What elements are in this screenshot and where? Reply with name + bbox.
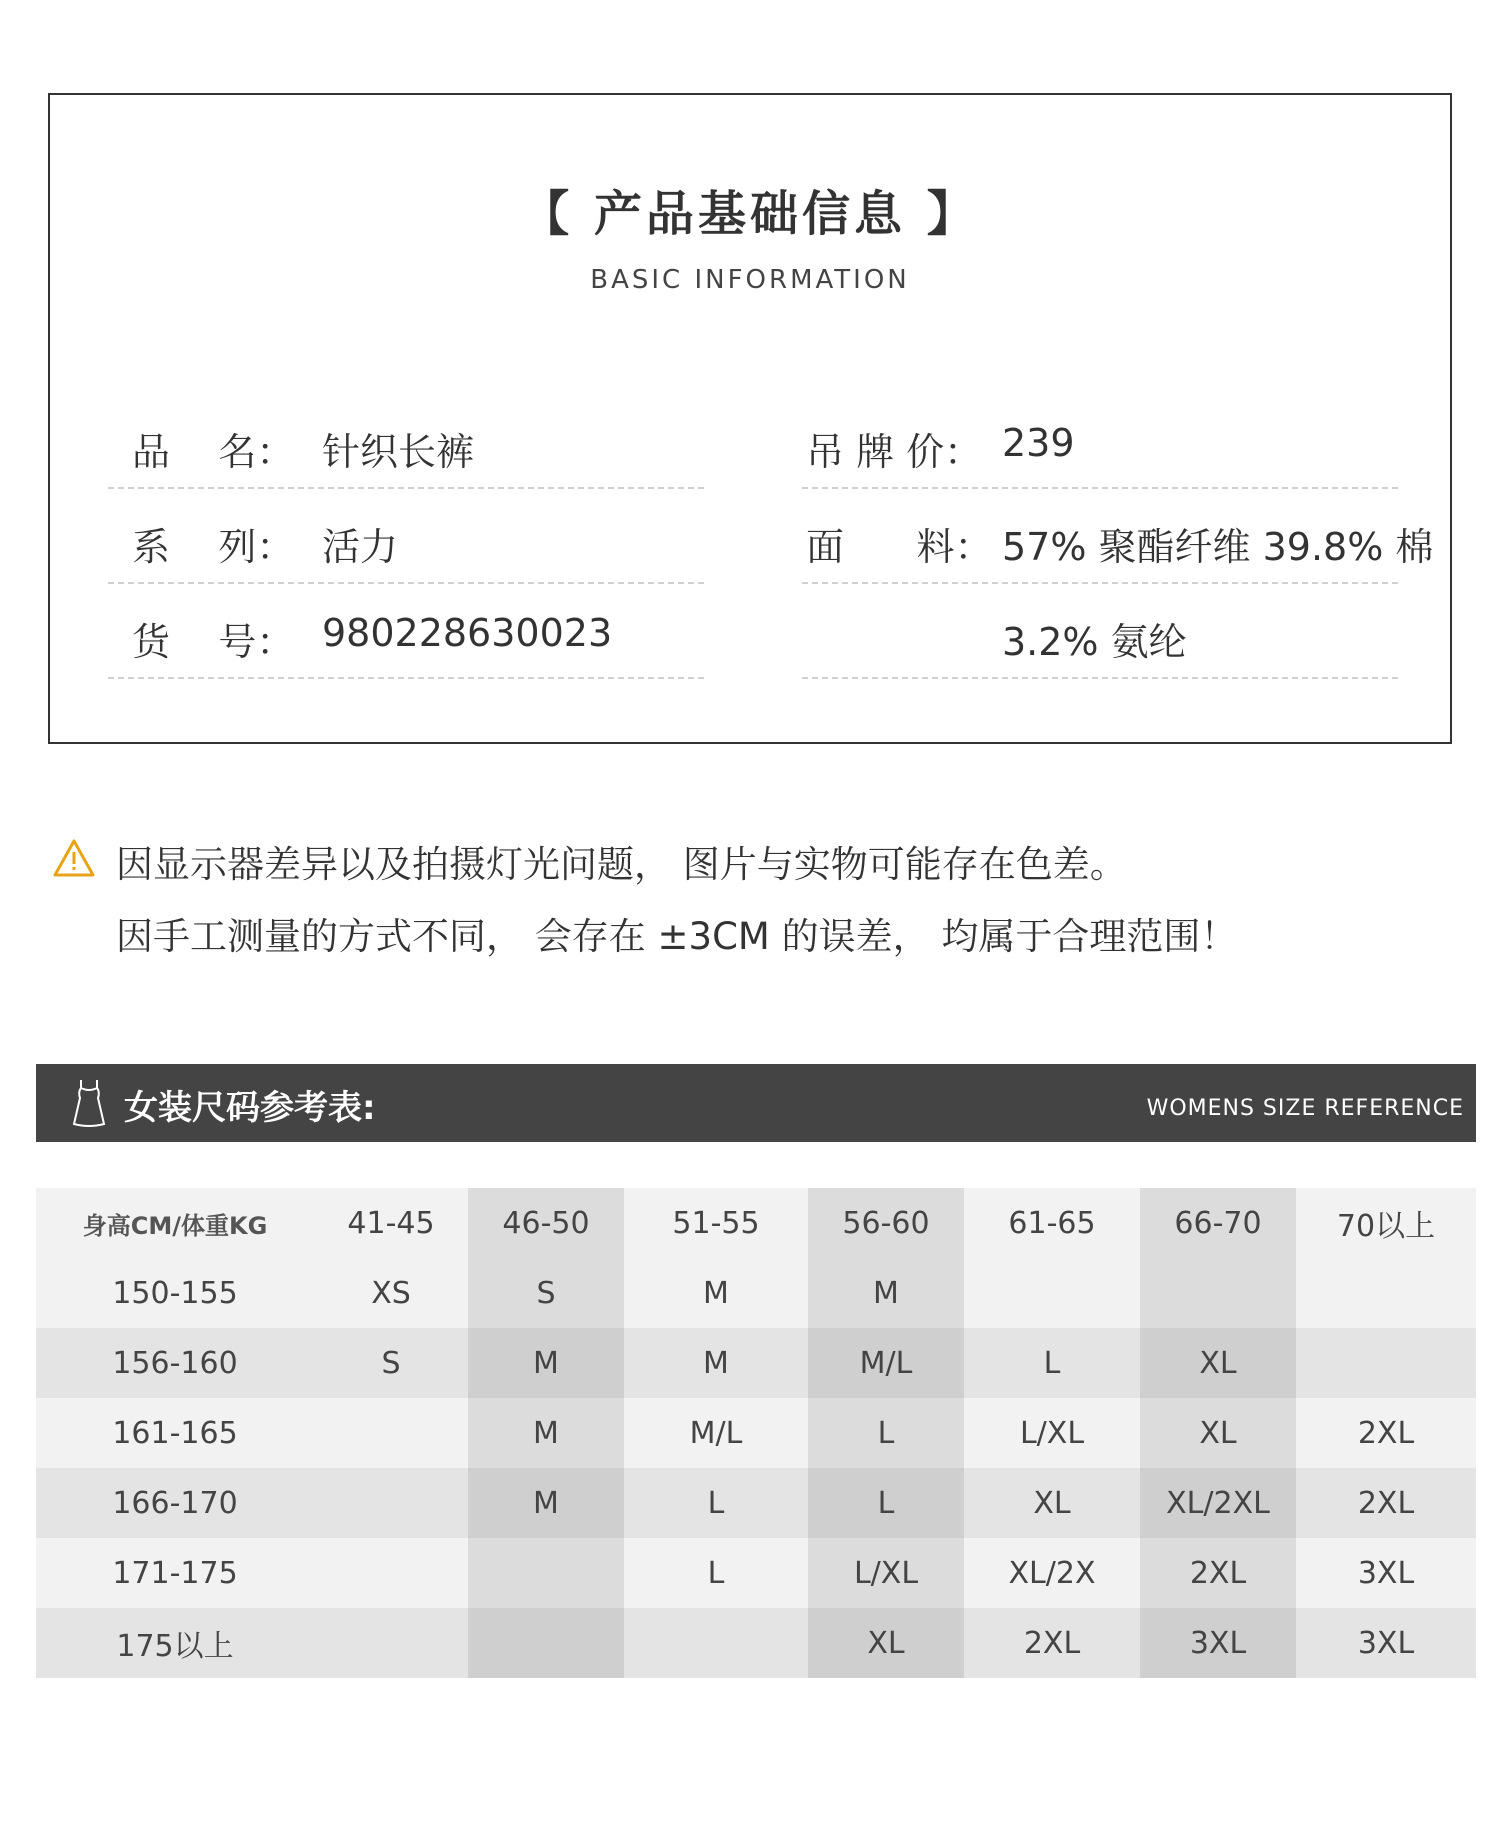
height-cell: 161-165 [36, 1398, 314, 1468]
size-cell: 3XL [1296, 1608, 1476, 1678]
size-cell: 2XL [964, 1608, 1140, 1678]
size-cell [468, 1608, 624, 1678]
size-cell [1296, 1258, 1476, 1328]
table-row [36, 1468, 1476, 1538]
info-value: 57% 聚酯纤维 39.8% 棉 [1002, 525, 1434, 569]
info-value: 针织长裤 [322, 430, 475, 474]
weight-header: 41-45 [314, 1188, 468, 1258]
size-cell: M [808, 1258, 964, 1328]
size-chart-title: 女装尺码参考表: [124, 1088, 376, 1128]
warning-triangle-icon [52, 838, 96, 878]
size-cell: L/XL [964, 1398, 1140, 1468]
size-cell: M [624, 1258, 808, 1328]
corner-header: 身高CM/体重KG [36, 1188, 314, 1258]
weight-header: 70以上 [1296, 1188, 1476, 1258]
height-cell: 175以上 [36, 1608, 314, 1678]
weight-header: 61-65 [964, 1188, 1140, 1258]
size-cell [468, 1538, 624, 1608]
height-cell: 150-155 [36, 1258, 314, 1328]
size-cell: L [964, 1328, 1140, 1398]
size-cell: XL [964, 1468, 1140, 1538]
info-row-item-number [108, 585, 704, 679]
size-cell: XL/2XL [1140, 1468, 1296, 1538]
size-cell: XL [808, 1608, 964, 1678]
size-cell: XL [1140, 1398, 1296, 1468]
weight-header: 66-70 [1140, 1188, 1296, 1258]
size-cell: L [624, 1468, 808, 1538]
info-row-product-name [108, 395, 704, 489]
size-cell: L [808, 1398, 964, 1468]
size-chart-subtitle: WOMENS SIZE REFERENCE [1146, 1096, 1464, 1121]
notice-section [0, 828, 1500, 978]
notice-line-2: 因手工测量的方式不同， 会存在 ±3CM 的误差， 均属于合理范围！ [116, 915, 1238, 958]
height-cell: 156-160 [36, 1328, 314, 1398]
weight-header: 56-60 [808, 1188, 964, 1258]
notice-line-1: 因显示器差异以及拍摄灯光问题， 图片与实物可能存在色差。 [116, 843, 1127, 886]
info-value: 980228630023 [322, 611, 613, 655]
size-cell: M [624, 1328, 808, 1398]
info-label: 货 号： [132, 620, 295, 664]
size-cell: L [808, 1468, 964, 1538]
size-cell: M [468, 1398, 624, 1468]
size-cell: L/XL [808, 1538, 964, 1608]
size-cell: XL [1140, 1328, 1296, 1398]
info-label: 吊 牌 价： [806, 430, 983, 474]
size-cell: M/L [624, 1398, 808, 1468]
size-cell [1140, 1258, 1296, 1328]
size-cell: 3XL [1140, 1608, 1296, 1678]
size-cell [314, 1608, 468, 1678]
table-row [36, 1538, 1476, 1608]
dress-icon [72, 1078, 106, 1128]
table-row [36, 1258, 1476, 1328]
weight-header: 51-55 [624, 1188, 808, 1258]
info-value: 活力 [322, 525, 399, 569]
size-cell [964, 1258, 1140, 1328]
size-cell: S [468, 1258, 624, 1328]
size-cell: 3XL [1296, 1538, 1476, 1608]
info-row-tag-price [802, 395, 1398, 489]
size-cell [314, 1468, 468, 1538]
info-value: 239 [1002, 421, 1075, 465]
size-cell: L [624, 1538, 808, 1608]
weight-header: 46-50 [468, 1188, 624, 1258]
size-cell: XS [314, 1258, 468, 1328]
table-row [36, 1328, 1476, 1398]
height-cell: 171-175 [36, 1538, 314, 1608]
size-cell: 2XL [1296, 1398, 1476, 1468]
size-cell: M/L [808, 1328, 964, 1398]
size-cell: S [314, 1328, 468, 1398]
size-cell: 2XL [1296, 1468, 1476, 1538]
size-cell: M [468, 1328, 624, 1398]
size-cell [314, 1398, 468, 1468]
height-cell: 166-170 [36, 1468, 314, 1538]
info-row-fabric [802, 490, 1434, 584]
info-row-series [108, 490, 704, 584]
size-table [36, 1188, 1476, 1678]
size-chart-header [36, 1064, 1476, 1142]
size-cell: 2XL [1140, 1538, 1296, 1608]
info-value: 3.2% 氨纶 [1002, 620, 1187, 664]
size-cell: XL/2X [964, 1538, 1140, 1608]
table-row [36, 1608, 1476, 1678]
size-table-header-row [36, 1188, 1476, 1258]
basic-info-box [48, 93, 1452, 744]
info-row-fabric-cont [802, 585, 1398, 679]
info-label: 系 列： [132, 525, 295, 569]
table-row [36, 1398, 1476, 1468]
size-cell [1296, 1328, 1476, 1398]
size-cell [314, 1538, 468, 1608]
info-label: 品 名： [132, 430, 295, 474]
info-subtitle: BASIC INFORMATION [590, 265, 910, 295]
info-title: 【 产品基础信息 】 [521, 186, 979, 242]
size-cell: M [468, 1468, 624, 1538]
info-label: 面 料： [806, 525, 993, 569]
size-cell [624, 1608, 808, 1678]
